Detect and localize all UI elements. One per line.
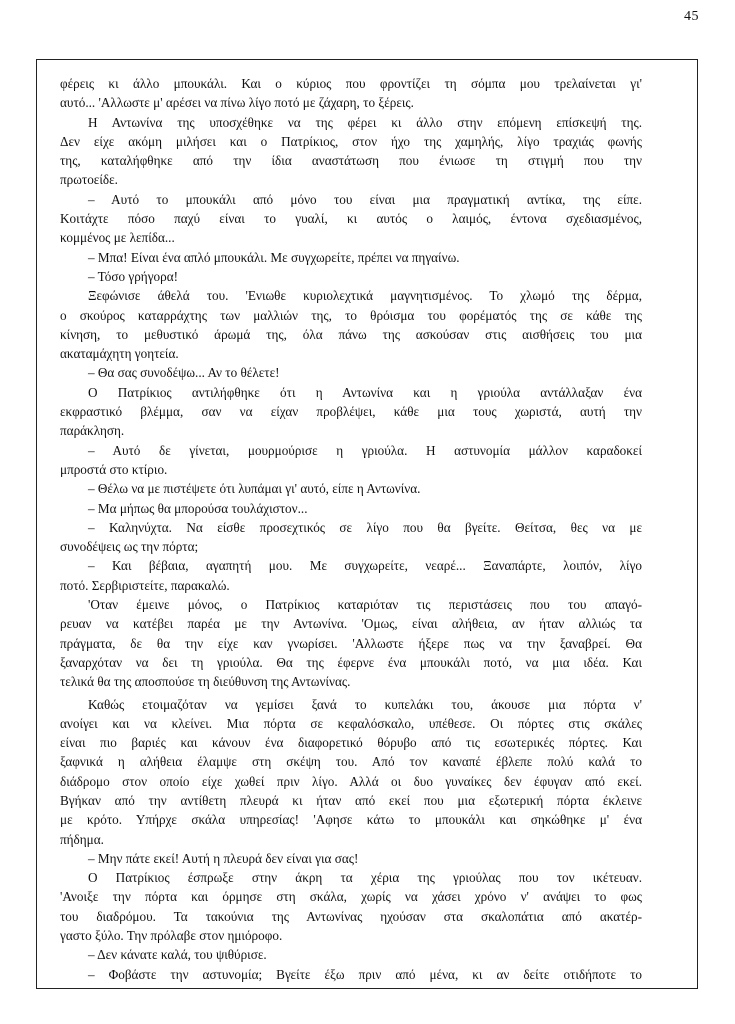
text-line: Καθώς ετοιμαζόταν να γεμίσει ξανά το κυπελάκι του, άκουσε μια πόρτα ν' — [88, 696, 642, 712]
text-line: ξαναρχόταν να δει τη γριούλα. Θα της έφερνε ένα μπουκάλι ποτό, να μια ιδέα. Και — [60, 654, 642, 670]
text-line: πρωτοείδε. — [60, 172, 118, 188]
text-line: – Καληνύχτα. Να είσθε προσεχτικός σε λίγο που θα βγείτε. Θείτσα, θες να με — [88, 519, 642, 535]
text-line: κομμένος με λεπίδα... — [60, 230, 175, 246]
text-line: πήδημα. — [60, 831, 104, 847]
text-line: – Φοβάστε την αστυνομία; Βγείτε έξω πριν από μένα, κι αν δείτε οτιδήποτε το — [88, 966, 642, 982]
text-line: – Μπα! Είναι ένα απλό μπουκάλι. Με συγχωρείτε, πρέπει να πηγαίνω. — [88, 249, 460, 265]
text-line: ξαφνικά η αλήθεια έλαμψε στη σκέψη του. Από τον καναπέ έβλεπε πολύ καλά το — [60, 754, 642, 770]
text-line: κίνηση, το μεθυστικό άρωμά της, όλα πάνω της ασκούσαν στις αισθήσεις του μια — [60, 326, 642, 342]
text-line: 'Ανοιξε την πόρτα και όρμησε στη σκάλα, χωρίς να χάσει χρόνο ν' ανάψει το φως — [60, 889, 642, 905]
text-line: της, καταλήφθηκε από την ίδια αναστάτωση που ένιωσε τη στιγμή που την — [60, 153, 642, 169]
text-line: πράγματα, δε θα την είχε καν γνωρίσει. 'Αλλωστε ήξερε πως να την ξαναβρεί. Θα — [60, 635, 642, 651]
text-line: Δεν είχε ακόμη μιλήσει και ο Πατρίκιος, στον ήχο της χαμηλής, λίγο τραχιάς φωνής — [60, 133, 642, 149]
body-text — [60, 74, 642, 984]
text-line: φέρεις κι άλλο μπουκάλι. Και ο κύριος που φροντίζει τη σόμπα μου τρελαίνεται γι' — [60, 76, 642, 91]
text-line: Ξεφώνισε άθελά του. 'Ενιωθε κυριολεχτικά μαγνητισμένος. Το χλωμό της δέρμα, — [88, 288, 642, 304]
text-line: γαστο ξύλο. Την πρόλαβε στον ημιόροφο. — [60, 928, 283, 944]
text-line: Κοιτάχτε πόσο παχύ είναι το γυαλί, κι αυτός ο λαιμός, έντονα σχεδιασμένος, — [60, 211, 642, 227]
text-line: – Τόσο γρήγορα! — [88, 268, 178, 284]
text-line: – Θα σας συνοδέψω... Αν το θέλετε! — [88, 365, 280, 381]
text-line: Ο Πατρίκιος αντιλήφθηκε ότι η Αντωνίνα και η γριούλα αντάλλαξαν ένα — [88, 384, 642, 400]
text-line: Ο Πατρίκιος έσπρωξε στην άκρη τα χέρια της γριούλας που τον ικέτευαν. — [88, 870, 642, 886]
text-line: – Μα μήπως θα μπορούσα τουλάχιστον... — [88, 500, 308, 516]
text-line: – Μην πάτε εκεί! Αυτή η πλευρά δεν είναι για σας! — [88, 850, 359, 866]
text-line: – Δεν κάνατε καλά, του ψιθύρισε. — [88, 947, 267, 963]
page-number: 45 — [684, 9, 699, 24]
text-line: 'Οταν έμεινε μόνος, ο Πατρίκιος καταριόταν τις περιστάσεις που του απαγό- — [88, 597, 642, 613]
text-line: τελικά θα της αποσπούσε τη διεύθυνση της Αντωνίνας. — [60, 674, 351, 690]
text-line: συνοδέψεις ως την πόρτα; — [60, 539, 199, 555]
text-line: παράκληση. — [60, 423, 125, 439]
text-line: – Αυτό το μπουκάλι από μόνο του είναι μια πραγματική αντίκα, της είπε. — [88, 191, 642, 207]
text-line: ο σκούρος καταρράχτης των μαλλιών της, το θρόισμα του φορέματός της σε κάθε της — [60, 307, 642, 323]
text-line: διάδρομο στον οποίο είχε χωθεί πριν λίγο. Αλλά οι δυο γυναίκες δεν έφυγαν από εκεί. — [60, 773, 642, 789]
text-line: αυτό... 'Αλλωστε μ' αρέσει να πίνω λίγο ποτό με ζάχαρη, το ξέρεις. — [60, 95, 414, 111]
text-line: του διαδρόμου. Τα τακούνια της Αντωνίνας ηχούσαν στα σκαλοπάτια από ακατέρ- — [60, 908, 642, 924]
text-line: ανοίγει και να κλείνει. Μια πόρτα σε κεφαλόσκαλο, υπέθεσε. Οι πόρτες στις σκάλες — [60, 715, 642, 731]
text-line: ρευαν να κατέβει παρέα με την Αντωνίνα. 'Ομως, είναι αλήθεια, αν ήταν αλλιώς τα — [60, 616, 642, 632]
text-line: με κρότο. Υπήρχε σκάλα υπηρεσίας! 'Αφησε κάτω το μπουκάλι και σηκώθηκε μ' ένα — [60, 812, 642, 828]
text-line: – Αυτό δε γίνεται, μουρμούρισε η γριούλα. Η αστυνομία μάλλον καραδοκεί — [88, 442, 642, 458]
text-line: – Και βέβαια, αγαπητή μου. Με συγχωρείτε, νεαρέ... Ξαναπάρτε, λοιπόν, λίγο — [88, 558, 642, 574]
text-line: – Θέλω να με πιστέψετε ότι λυπάμαι γι' αυτό, είπε η Αντωνίνα. — [88, 481, 421, 497]
text-line: Βγήκαν από την αντίθετη πλευρά κι ήταν από εκεί που μια εξωτερική πόρτα έκλεινε — [60, 792, 642, 808]
text-line: ποτό. Σερβιριστείτε, παρακαλώ. — [60, 577, 230, 593]
text-line: εκφραστικό βλέμμα, σαν να είχαν προβλέψει, κάθε μια τους χωριστά, αυτή την — [60, 404, 642, 420]
text-line: Η Αντωνίνα της υποσχέθηκε να της φέρει κι άλλο στην επόμενη επίσκεψή της. — [88, 114, 642, 130]
text-line: ακαταμάχητη γοητεία. — [60, 346, 179, 362]
text-line: μπροστά στο κτίριο. — [60, 461, 168, 477]
text-line: είναι πιο βαριές και κάνουν ένα διαφορετικό θόρυβο από τις εσωτερικές πόρτες. Και — [60, 735, 642, 751]
